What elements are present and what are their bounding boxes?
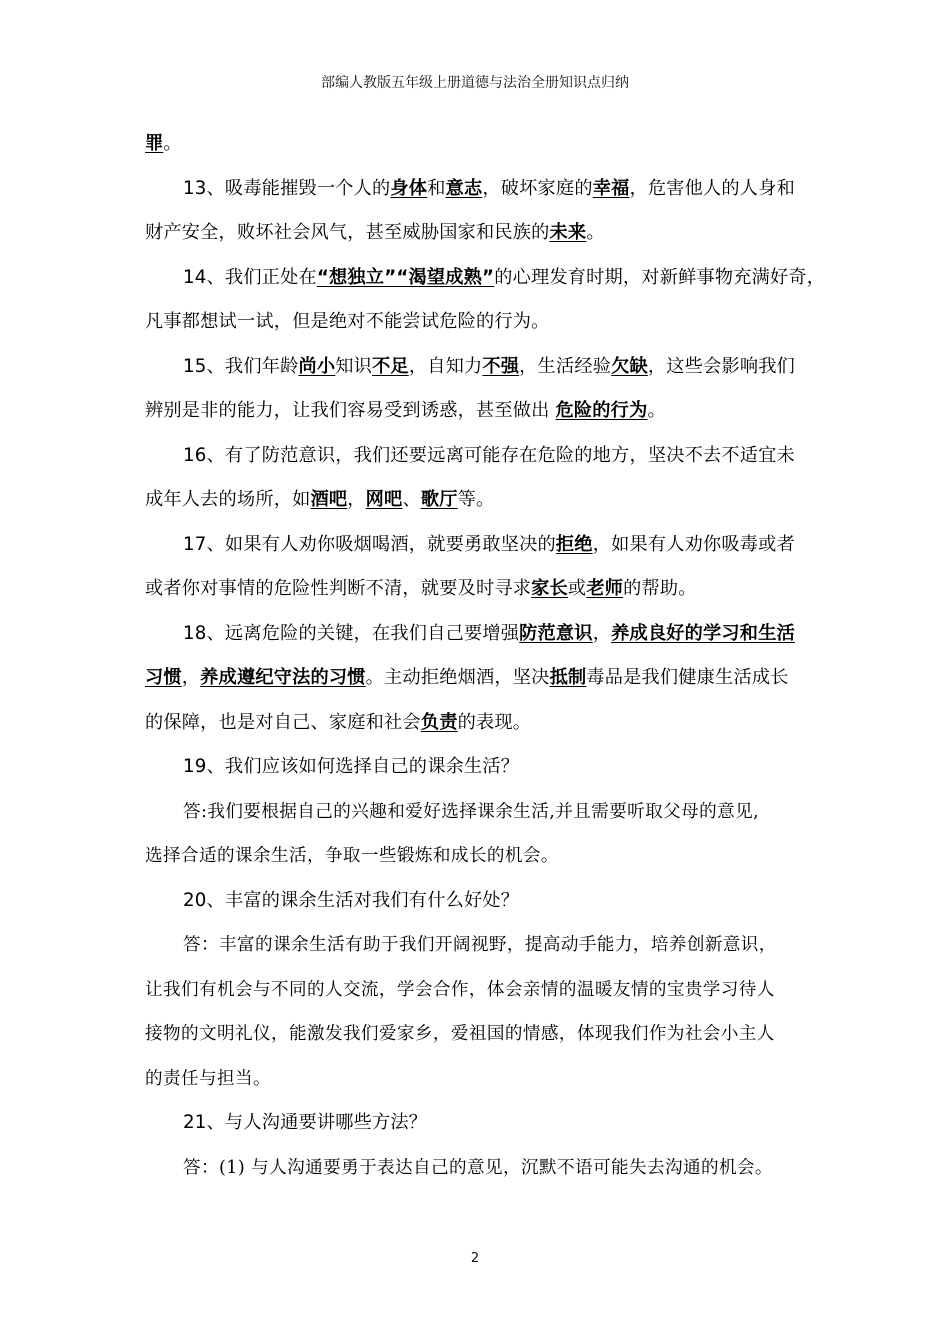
question-line bbox=[145, 879, 810, 924]
keyword: 尚小 bbox=[298, 355, 336, 377]
text-line bbox=[145, 300, 810, 345]
text-line bbox=[145, 478, 810, 523]
text-run: 答:我们要根据自己的兴趣和爱好选择课余生活,并且需要听取父母的意见, bbox=[183, 801, 760, 822]
text-line bbox=[145, 345, 810, 390]
answer-line bbox=[145, 1146, 810, 1191]
text-run: ，自知力 bbox=[408, 355, 483, 377]
text-run: 凡事都想试一试，但是绝对不能尝试危险的行为。 bbox=[145, 311, 550, 332]
text-run: 17、如果有人劝你吸烟喝酒，就要勇敢坚决的 bbox=[183, 533, 556, 555]
text-run: 14、我们正处在 bbox=[183, 266, 317, 288]
text-run: 等。 bbox=[457, 489, 495, 510]
text-run: 19、我们应该如何选择自己的课余生活？ bbox=[183, 756, 520, 777]
keyword: 未来 bbox=[549, 222, 587, 243]
text-line bbox=[145, 389, 810, 434]
keyword: 老师 bbox=[586, 578, 624, 599]
text-run: ， bbox=[181, 667, 201, 688]
keyword: 家长 bbox=[531, 578, 568, 599]
text-run: 。主动拒绝烟酒，坚决 bbox=[365, 667, 550, 688]
keyword: 网吧 bbox=[365, 489, 403, 510]
answer-line bbox=[145, 1012, 810, 1057]
keyword: 抵制 bbox=[549, 667, 587, 688]
keyword: 危险的行为 bbox=[555, 400, 648, 421]
text-run: 13、吸毒能摧毁一个人的 bbox=[183, 177, 391, 199]
keyword: 养成良好的学习和生活 bbox=[611, 622, 795, 644]
keyword: 欠缺 bbox=[611, 355, 648, 377]
text-run: 。 bbox=[647, 400, 666, 421]
text-run: ，危害他人的人身和 bbox=[629, 177, 795, 199]
text-line bbox=[145, 656, 810, 701]
keyword: 养成遵纪守法的习惯 bbox=[200, 667, 366, 688]
keyword: 酒吧 bbox=[310, 489, 348, 510]
text-run: 15、我们年龄 bbox=[183, 355, 299, 377]
text-run: 的保障，也是对自己、家庭和社会 bbox=[145, 711, 421, 733]
text-run: 和 bbox=[427, 177, 446, 199]
text-run: 答：(1) 与人沟通要勇于表达自己的意见，沉默不语可能失去沟通的机会。 bbox=[183, 1157, 773, 1178]
text-run: 知识 bbox=[335, 355, 373, 377]
text-run: ，破坏家庭的 bbox=[482, 177, 593, 199]
text-line bbox=[145, 612, 810, 657]
text-run: 让我们有机会与不同的人交流，学会合作，体会亲情的温暖友情的宝贵学习待人 bbox=[145, 979, 775, 1000]
text-run: 答：丰富的课余生活有助于我们开阔视野，提高动手能力，培养创新意识， bbox=[183, 935, 777, 955]
keyword: 防范意识 bbox=[519, 622, 593, 644]
text-run: 21、与人沟通要讲哪些方法？ bbox=[183, 1112, 428, 1133]
answer-line bbox=[145, 1057, 810, 1102]
text-line bbox=[145, 211, 810, 256]
text-run: ，如果有人劝你吸毒或者 bbox=[592, 533, 795, 555]
text-run: 20、丰富的课余生活对我们有什么好处？ bbox=[183, 889, 520, 911]
text-run: 辨别是非的能力，让我们容易受到诱惑，甚至做出 bbox=[145, 400, 556, 421]
text-line bbox=[145, 434, 810, 479]
text-run: 接物的文明礼仪，能激发我们爱家乡，爱祖国的情感，体现我们作为社会小主人 bbox=[145, 1024, 775, 1044]
text-line bbox=[145, 167, 810, 212]
question-line bbox=[145, 745, 810, 790]
keyword: 负责 bbox=[420, 711, 458, 733]
keyword: 身体 bbox=[390, 177, 428, 199]
text-run: 18、远离危险的关键，在我们自己要增强 bbox=[183, 622, 520, 644]
answer-line bbox=[145, 834, 810, 879]
text-run: 成年人去的场所，如 bbox=[145, 489, 311, 510]
document-body bbox=[145, 122, 826, 1190]
text-run: 的心理发育时期，对新鲜事物充满好奇， bbox=[494, 266, 826, 288]
text-line bbox=[145, 523, 810, 568]
keyword: 不足 bbox=[372, 355, 409, 377]
keyword: 幸福 bbox=[592, 177, 630, 199]
text-run: ， bbox=[347, 489, 366, 510]
text-line bbox=[145, 567, 810, 612]
text-run: 或者你对事情的危险性判断不清，就要及时寻求 bbox=[145, 578, 532, 599]
keyword: 罪 bbox=[145, 133, 164, 154]
keyword: 歌厅 bbox=[420, 489, 458, 510]
text-run: 的表现。 bbox=[457, 711, 532, 733]
answer-line bbox=[145, 923, 810, 968]
answer-line bbox=[145, 968, 810, 1013]
text-run: ，这些会影响我们 bbox=[647, 355, 796, 377]
text-run: ， bbox=[592, 622, 612, 644]
text-line bbox=[145, 701, 810, 746]
text-run: 。 bbox=[586, 222, 605, 243]
keyword: 习惯 bbox=[145, 667, 182, 688]
keyword: 意志 bbox=[445, 177, 483, 199]
text-run: 选择合适的课余生活，争取一些锻炼和成长的机会。 bbox=[145, 846, 559, 866]
text-run: 财产安全，败坏社会风气，甚至威胁国家和民族的 bbox=[145, 222, 550, 243]
keyword: 不强 bbox=[482, 355, 520, 377]
keyword: 拒绝 bbox=[555, 533, 593, 555]
answer-line bbox=[145, 790, 810, 835]
text-run: 16、有了防范意识，我们还要远离可能存在危险的地方，坚决不去不适宜未 bbox=[183, 444, 795, 466]
text-line bbox=[145, 256, 826, 301]
page-number: 2 bbox=[470, 1251, 480, 1266]
page-header: 部编人教版五年级上册道德与法治全册知识点归纳 bbox=[321, 75, 629, 91]
text-run: 、 bbox=[402, 489, 421, 510]
text-run: ，生活经验 bbox=[519, 355, 612, 377]
text-run: 的责任与担当。 bbox=[145, 1068, 271, 1089]
text-run: 。 bbox=[163, 133, 182, 154]
text-line bbox=[145, 122, 810, 167]
text-run: 或 bbox=[567, 578, 587, 599]
question-line bbox=[145, 1101, 810, 1146]
keyword: “想独立”“渴望成熟” bbox=[316, 266, 495, 288]
text-run: 毒品是我们健康生活成长 bbox=[586, 667, 789, 688]
text-run: 的帮助。 bbox=[623, 578, 697, 599]
